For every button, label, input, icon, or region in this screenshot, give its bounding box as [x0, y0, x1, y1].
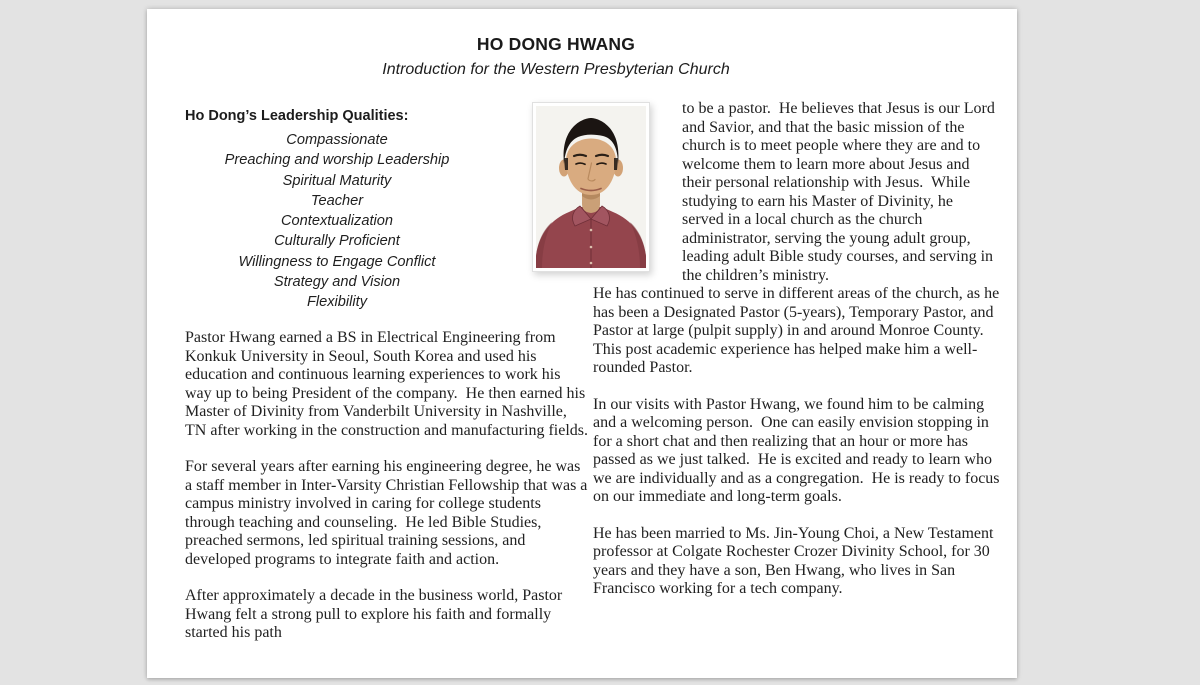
- portrait-photo-image: [536, 106, 646, 268]
- leadership-quality: Spiritual Maturity: [282, 172, 392, 189]
- left-column: [185, 329, 592, 661]
- paragraph: In our visits with Pastor Hwang, we found him to be calming and a welcoming person. One can easily envision stopping in for a short chat and then realizing that an hour or more has passed as we just talked. He is excited and ready to learn who we are individually and as a congregation. He is ready to focus on our immediate and long-term goals.: [593, 395, 1004, 505]
- leadership-quality: Strategy and Vision: [273, 274, 401, 291]
- page-title: HO DONG HWANG: [476, 34, 636, 54]
- paragraph: He has been married to Ms. Jin-Young Choi, a New Testament professor at Colgate Rochester Crozer Divinity School, for 30 years and they have a son, Ben Hwang, who lives in San Francisco working for a tech company.: [593, 524, 998, 597]
- paragraph: to be a pastor. He believes that Jesus is our Lord and Savior, and that the basic mission of the church is to meet people where they are and to welcome them to learn more about Jesus and their personal relationship with Jesus. While studying to earn his Master of Divinity, he served in a local church as the church administrator, serving the young adult group, leading adult Bible study courses, and serving in the children’s ministry.: [682, 100, 999, 284]
- eyebrow-right: [596, 155, 608, 156]
- paragraph: For several years after earning his engineering degree, he was a staff member in Inter-Varsity Christian Fellowship that was a campus ministry involved in caring for college students through teaching and counseling. He led Bible Studies, preached sermons, led spiritual training sessions, and developed programs to integrate faith and action.: [185, 458, 592, 568]
- paragraph: Pastor Hwang earned a BS in Electrical Engineering from Konkuk University in Seoul, South Korea and used his education and continuous learning experiences to work his way up to being President of the company. He then earned his Master of Divinity from Vanderbilt University in Nashville, TN after working in the construction and manufacturing fields.: [185, 329, 590, 439]
- right-column-intro: [682, 100, 998, 303]
- shirt-button: [590, 229, 593, 232]
- portrait-photo: [532, 102, 650, 272]
- paragraph: He has continued to serve in different areas of the church, as he has been a Designated Pastor (5-years), Temporary Pastor, and Pastor at large (pulpit supply) in and around Monroe County. This post academic experience has helped make him a well-rounded Pastor.: [593, 285, 1004, 376]
- leadership-quality: Compassionate: [286, 132, 388, 148]
- shirt-button: [590, 262, 593, 265]
- leadership-quality: Flexibility: [306, 294, 367, 311]
- shirt-button: [590, 246, 593, 249]
- paragraph: After approximately a decade in the business world, Pastor Hwang felt a strong pull to explore his faith and formally started his path: [185, 587, 567, 641]
- leadership-quality: Contextualization: [281, 213, 393, 230]
- leadership-qualities-list: [185, 130, 489, 313]
- eyebrow-left: [574, 155, 586, 156]
- document-header: [147, 33, 965, 80]
- leadership-quality: Preaching and worship Leadership: [224, 152, 450, 169]
- page-subtitle: Introduction for the Western Presbyterian Church: [382, 61, 730, 78]
- leadership-qualities-heading: Ho Dong’s Leadership Qualities:: [185, 108, 409, 124]
- leadership-quality: Teacher: [310, 192, 364, 209]
- leadership-quality: Willingness to Engage Conflict: [238, 253, 436, 270]
- leadership-quality: Culturally Proficient: [274, 233, 400, 250]
- right-column: [593, 285, 1009, 617]
- document-page: [147, 9, 1017, 678]
